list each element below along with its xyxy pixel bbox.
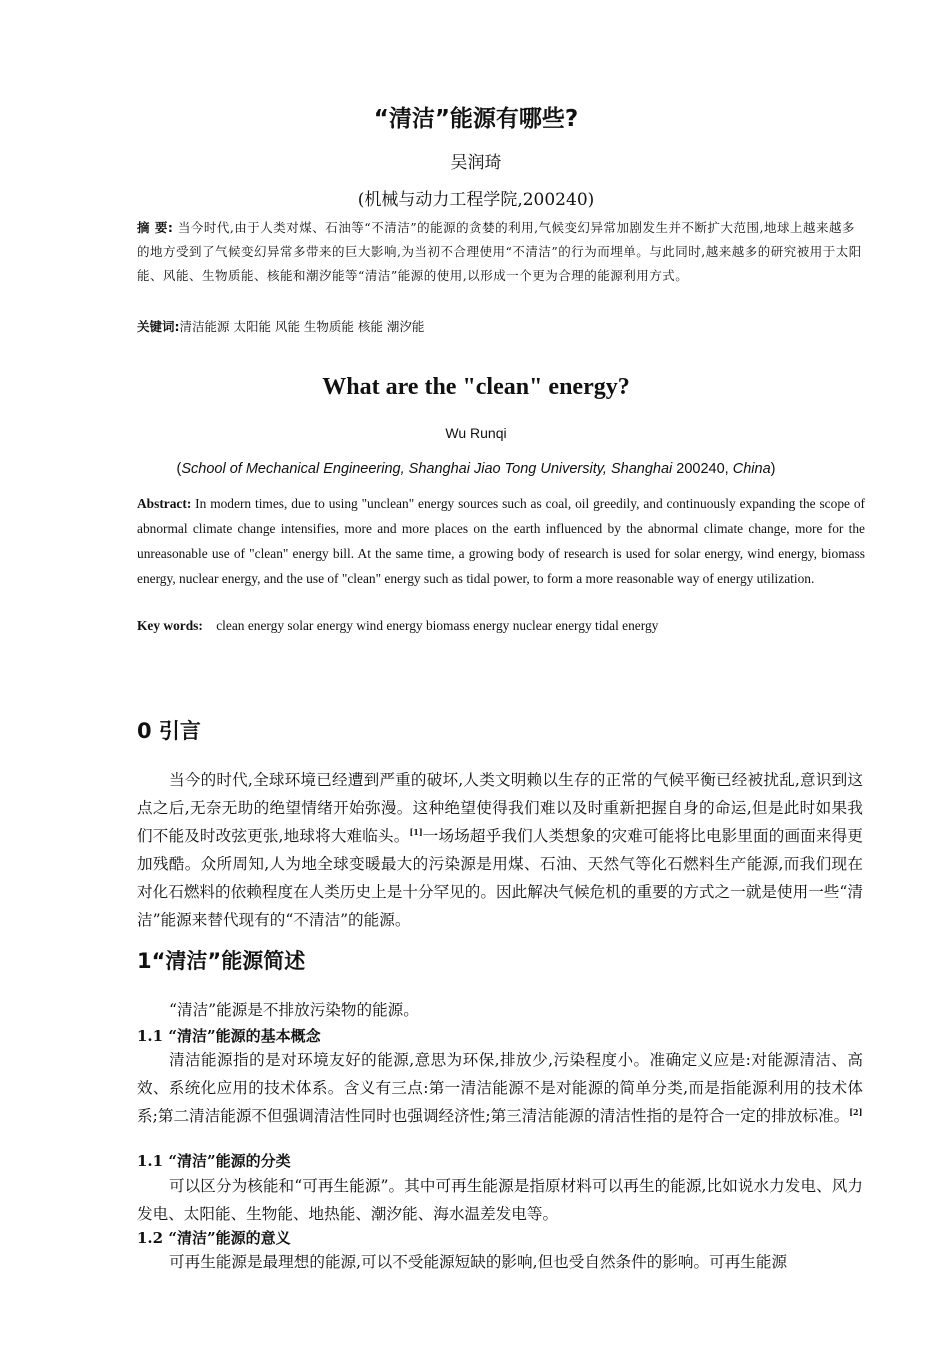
affil-close-paren: ) xyxy=(770,461,776,477)
chinese-abstract xyxy=(137,216,863,288)
english-title: What are the "clean" energy? xyxy=(322,374,630,400)
citation-2: [2] xyxy=(849,1106,863,1117)
subsection-1-3-title: 1.2 “清洁”能源的意义 xyxy=(137,1229,291,1247)
subsection-1-2-title: 1.1 “清洁”能源的分类 xyxy=(137,1152,291,1170)
subsection-1-1-text xyxy=(137,1046,863,1130)
concept-text: 清洁能源指的是对环境友好的能源,意思为环保,排放少,污染程度小。准确定义应是:对能源清洁、高效、系统化应用的技术体系。含义有三点:第一清洁能源不是对能源的简单分类,而是指能源利用的技术体系;第二清洁能源不但强调清洁性同时也强调经济性;第三清洁能源的清洁性指的是符合一定的排放标准。 xyxy=(137,1051,863,1125)
section-0-heading: 0 引言 xyxy=(137,719,201,743)
intro-text-part1: 当今的时代,全球环境已经遭到严重的破坏,人类文明赖以生存的正常的气候平衡已经被扰乱,意识到这点之后,无奈无助的绝望情绪开始弥漫。这种绝望使得我们难以及时重新把握自身的命运,但是此时如果我们不能及时改弦更张,地球将大难临头。 xyxy=(137,771,863,845)
english-keywords-label: Key words: xyxy=(137,618,203,633)
chinese-abstract-label: 摘 要: xyxy=(137,220,174,235)
english-keywords-text: clean energy solar energy wind energy biomass energy nuclear energy tidal energy xyxy=(216,618,659,633)
english-keywords xyxy=(137,618,865,634)
affil-open-paren: ( xyxy=(176,461,182,477)
chinese-affiliation: (机械与动力工程学院,200240) xyxy=(357,190,595,210)
subsection-1-2-text: 可以区分为核能和“可再生能源”。其中可再生能源是指原材料可以再生的能源,比如说水力发电、风力发电、太阳能、生物能、地热能、潮汐能、海水温差发电等。 xyxy=(137,1177,863,1223)
english-abstract-label: Abstract: xyxy=(137,496,192,511)
section-1-heading: 1“清洁”能源简述 xyxy=(137,949,306,973)
section-1-intro: “清洁”能源是不排放污染物的能源。 xyxy=(169,1001,419,1019)
affil-institution: School of Mechanical Engineering, Shanghai Jiao Tong University, Shanghai xyxy=(181,461,673,477)
chinese-keywords-label: 关键词: xyxy=(137,319,180,334)
english-affiliation xyxy=(0,461,952,477)
chinese-keywords xyxy=(137,317,863,335)
citation-1: [1] xyxy=(409,826,423,837)
english-abstract-text: In modern times, due to using "unclean" energy sources such as coal, oil greedily, and continuously expanding the scope of abnormal climate change intensifies, more and more places on the earth influenced by the abnormal climate change, more for the unreasonable use of "clean" energy bill. At the same time, a growing body of research is used for solar energy, wind energy, biomass energy, nuclear energy, and the use of "clean" energy such as tidal power, to form a more reasonable way of energy utilization. xyxy=(137,496,865,586)
chinese-abstract-text: 当今时代,由于人类对煤、石油等“不清洁”的能源的贪婪的利用,气候变幻异常加剧发生并不断扩大范围,地球上越来越多的地方受到了气候变幻异常多带来的巨大影响,为当初不合理使用“不清洁”的行为而埋单。与此同时,越来越多的研究被用于太阳能、风能、生物质能、核能和潮汐能等“清洁”能源的使用,以形成一个更为合理的能源利用方式。 xyxy=(137,220,862,283)
english-abstract xyxy=(137,491,865,591)
affil-country: China xyxy=(732,461,771,477)
chinese-author: 吴润琦 xyxy=(450,153,502,173)
subsection-1-1-title: 1.1 “清洁”能源的基本概念 xyxy=(137,1027,321,1045)
section-0-paragraph xyxy=(137,766,863,934)
english-author: Wu Runqi xyxy=(445,425,507,441)
chinese-title: “清洁”能源有哪些? xyxy=(373,106,579,132)
subsection-1-3-text: 可再生能源是最理想的能源,可以不受能源短缺的影响,但也受自然条件的影响。可再生能源 xyxy=(169,1253,788,1271)
chinese-keywords-text: 清洁能源 太阳能 风能 生物质能 核能 潮汐能 xyxy=(179,319,425,334)
affil-postcode: 200240, xyxy=(672,461,733,477)
intro-text-part2: 一场场超乎我们人类想象的灾难可能将比电影里面的画面来得更加残酷。众所周知,人为地全球变暖最大的污染源是用煤、石油、天然气等化石燃料生产能源,而我们现在对化石燃料的依赖程度在人类历史上是十分罕见的。因此解决气候危机的重要的方式之一就是使用一些“清洁”能源来替代现有的“不清洁”的能源。 xyxy=(137,827,863,929)
